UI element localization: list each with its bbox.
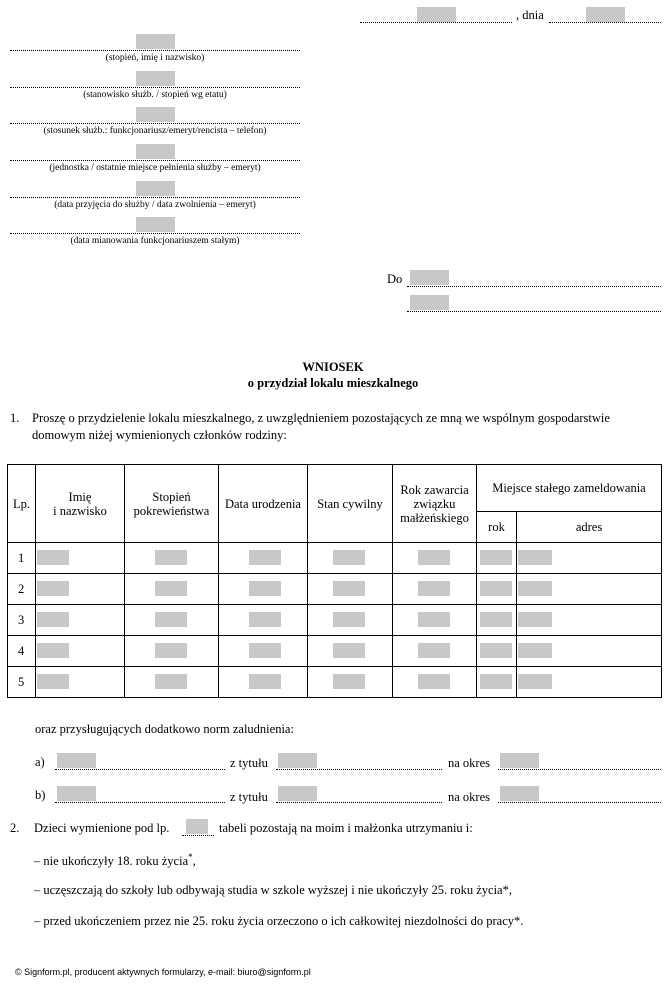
norm-a-line xyxy=(55,769,225,770)
rank-name-line xyxy=(10,50,300,51)
footnote-mark: * xyxy=(188,852,193,862)
birth-date-field[interactable] xyxy=(249,674,281,689)
marriage-year-field[interactable] xyxy=(418,643,450,658)
norm-a-title-line xyxy=(276,769,442,770)
service-relation-field[interactable] xyxy=(136,107,175,122)
col-lp: Lp. xyxy=(8,465,36,543)
position-field[interactable] xyxy=(136,71,175,86)
bullet-under-18-text: – nie ukończyły 18. roku życia xyxy=(34,854,189,869)
relation-field[interactable] xyxy=(155,581,187,596)
norm-b-field[interactable] xyxy=(57,786,96,801)
position-line xyxy=(10,87,300,88)
norm-a-period-label: na okres xyxy=(448,756,490,770)
civil-status-field[interactable] xyxy=(333,550,365,565)
norm-b-title-label: z tytułu xyxy=(230,790,268,804)
table-row xyxy=(8,574,662,605)
birth-date-field[interactable] xyxy=(249,550,281,565)
service-relation-caption: (stosunek służb.: funkcjonariusz/emeryt/rencista – telefon) xyxy=(43,126,267,136)
col-residence: Miejsce stałego zameldowania xyxy=(477,465,662,512)
table-row xyxy=(8,667,662,698)
name-field[interactable] xyxy=(37,674,69,689)
norm-a-title-label: z tytułu xyxy=(230,756,268,770)
col-name: Imię i nazwisko xyxy=(36,465,125,543)
norm-a-title-field[interactable] xyxy=(278,753,317,768)
unit-caption: (jednostka / ostatnie miejsce pełnienia służby – emeryt) xyxy=(49,163,261,173)
service-relation-line xyxy=(10,123,300,124)
addressee-field-2[interactable] xyxy=(410,295,449,310)
name-field[interactable] xyxy=(37,550,69,565)
section1-line1: Proszę o przydzielenie lokalu mieszkalnego, z uwzględnieniem pozostających ze mną we wspólnym gospodarstwie xyxy=(32,411,610,425)
residence-address-field[interactable] xyxy=(518,612,552,627)
relation-field[interactable] xyxy=(155,550,187,565)
residence-year-field[interactable] xyxy=(480,581,512,596)
civil-status-field[interactable] xyxy=(333,581,365,596)
appointment-date-caption: (data mianowania funkcjonariuszem stałym) xyxy=(70,236,240,246)
norm-a-label: a) xyxy=(35,755,45,769)
section2-number: 2. xyxy=(10,821,20,835)
civil-status-field[interactable] xyxy=(333,674,365,689)
place-field[interactable] xyxy=(417,7,456,22)
residence-year-field[interactable] xyxy=(480,612,512,627)
norm-b-title-line xyxy=(276,802,442,803)
section1-number: 1. xyxy=(10,411,20,425)
residence-address-field[interactable] xyxy=(518,674,552,689)
date-field[interactable] xyxy=(586,7,625,22)
section2-text-after: tabeli pozostają na moim i małżonka utrzymaniu i: xyxy=(219,821,473,835)
residence-address-field[interactable] xyxy=(518,643,552,658)
bullet-studying: – uczęszczają do szkoły lub odbywają studia w szkole wyższej i nie ukończyły 25. roku życia*, xyxy=(34,883,512,897)
col-civil-status: Stan cywilny xyxy=(308,465,393,543)
birth-date-field[interactable] xyxy=(249,581,281,596)
col-birth-date: Data urodzenia xyxy=(219,465,308,543)
unit-field[interactable] xyxy=(136,144,175,159)
document-subtitle: o przydział lokalu mieszkalnego xyxy=(247,376,419,390)
relation-field[interactable] xyxy=(155,612,187,627)
relation-field[interactable] xyxy=(155,674,187,689)
bullet-disability: – przed ukończeniem przez nie 25. roku życia orzeczono o ich całkowitej niezdolności do pracy*. xyxy=(34,914,524,928)
civil-status-field[interactable] xyxy=(333,643,365,658)
col-residence-address: adres xyxy=(517,512,662,543)
row-number: 1 xyxy=(8,543,36,574)
row-number: 4 xyxy=(8,636,36,667)
unit-line xyxy=(10,160,300,161)
name-field[interactable] xyxy=(37,581,69,596)
bullet-under-18-end: , xyxy=(192,854,196,869)
addressee-label: Do xyxy=(387,272,403,286)
date-line xyxy=(549,22,661,23)
birth-date-field[interactable] xyxy=(249,612,281,627)
residence-address-field[interactable] xyxy=(518,581,552,596)
row-number: 2 xyxy=(8,574,36,605)
table-row xyxy=(8,636,662,667)
appointment-date-line xyxy=(10,233,300,234)
civil-status-field[interactable] xyxy=(333,612,365,627)
norm-b-label: b) xyxy=(35,788,46,802)
birth-date-field[interactable] xyxy=(249,643,281,658)
rank-name-caption: (stopień, imię i nazwisko) xyxy=(105,53,205,63)
norm-a-period-field[interactable] xyxy=(500,753,539,768)
relation-field[interactable] xyxy=(155,643,187,658)
col-residence-year: rok xyxy=(477,512,517,543)
col-marriage-year: Rok zawarcia związku małżeńskiego xyxy=(393,465,477,543)
norm-b-title-field[interactable] xyxy=(278,786,317,801)
marriage-year-field[interactable] xyxy=(418,674,450,689)
children-lp-field[interactable] xyxy=(186,819,208,834)
norm-a-field[interactable] xyxy=(57,753,96,768)
addressee-line-2 xyxy=(407,311,661,312)
service-dates-line xyxy=(10,197,300,198)
position-caption: (stanowisko służb. / stopień wg etatu) xyxy=(83,90,227,100)
addressee-line-1 xyxy=(407,286,661,287)
document-title: WNIOSEK xyxy=(302,360,364,374)
residence-address-field[interactable] xyxy=(518,550,552,565)
residence-year-field[interactable] xyxy=(480,674,512,689)
marriage-year-field[interactable] xyxy=(418,581,450,596)
row-number: 5 xyxy=(8,667,36,698)
service-dates-field[interactable] xyxy=(136,181,175,196)
residence-year-field[interactable] xyxy=(480,643,512,658)
norm-b-period-line xyxy=(498,802,661,803)
place-line xyxy=(360,22,512,23)
service-dates-caption: (data przyjęcia do służby / data zwolnienia – emeryt) xyxy=(54,200,256,210)
table-row xyxy=(8,543,662,574)
norm-b-period-label: na okres xyxy=(448,790,490,804)
name-field[interactable] xyxy=(37,643,69,658)
addressee-field-1[interactable] xyxy=(410,270,449,285)
section2-text-before: Dzieci wymienione pod lp. xyxy=(34,821,170,835)
norm-a-period-line xyxy=(498,769,661,770)
row-number: 3 xyxy=(8,605,36,636)
residence-year-field[interactable] xyxy=(480,550,512,565)
rank-name-field[interactable] xyxy=(136,34,175,49)
children-lp-line xyxy=(182,835,214,836)
norm-b-line xyxy=(55,802,225,803)
col-relation: Stopień pokrewieństwa xyxy=(125,465,219,543)
section1-line2: domowym niżej wymienionych członków rodziny: xyxy=(32,428,287,442)
family-members-table xyxy=(7,464,662,698)
marriage-year-field[interactable] xyxy=(418,550,450,565)
norm-b-period-field[interactable] xyxy=(500,786,539,801)
name-field[interactable] xyxy=(37,612,69,627)
footer-copyright: © Signform.pl, producent aktywnych formularzy, e-mail: biuro@signform.pl xyxy=(15,967,311,977)
marriage-year-field[interactable] xyxy=(418,612,450,627)
table-row xyxy=(8,605,662,636)
bullet-under-18 xyxy=(34,852,196,869)
date-label: , dnia xyxy=(516,8,544,22)
norms-intro: oraz przysługujących dodatkowo norm zaludnienia: xyxy=(35,722,294,736)
appointment-date-field[interactable] xyxy=(136,217,175,232)
